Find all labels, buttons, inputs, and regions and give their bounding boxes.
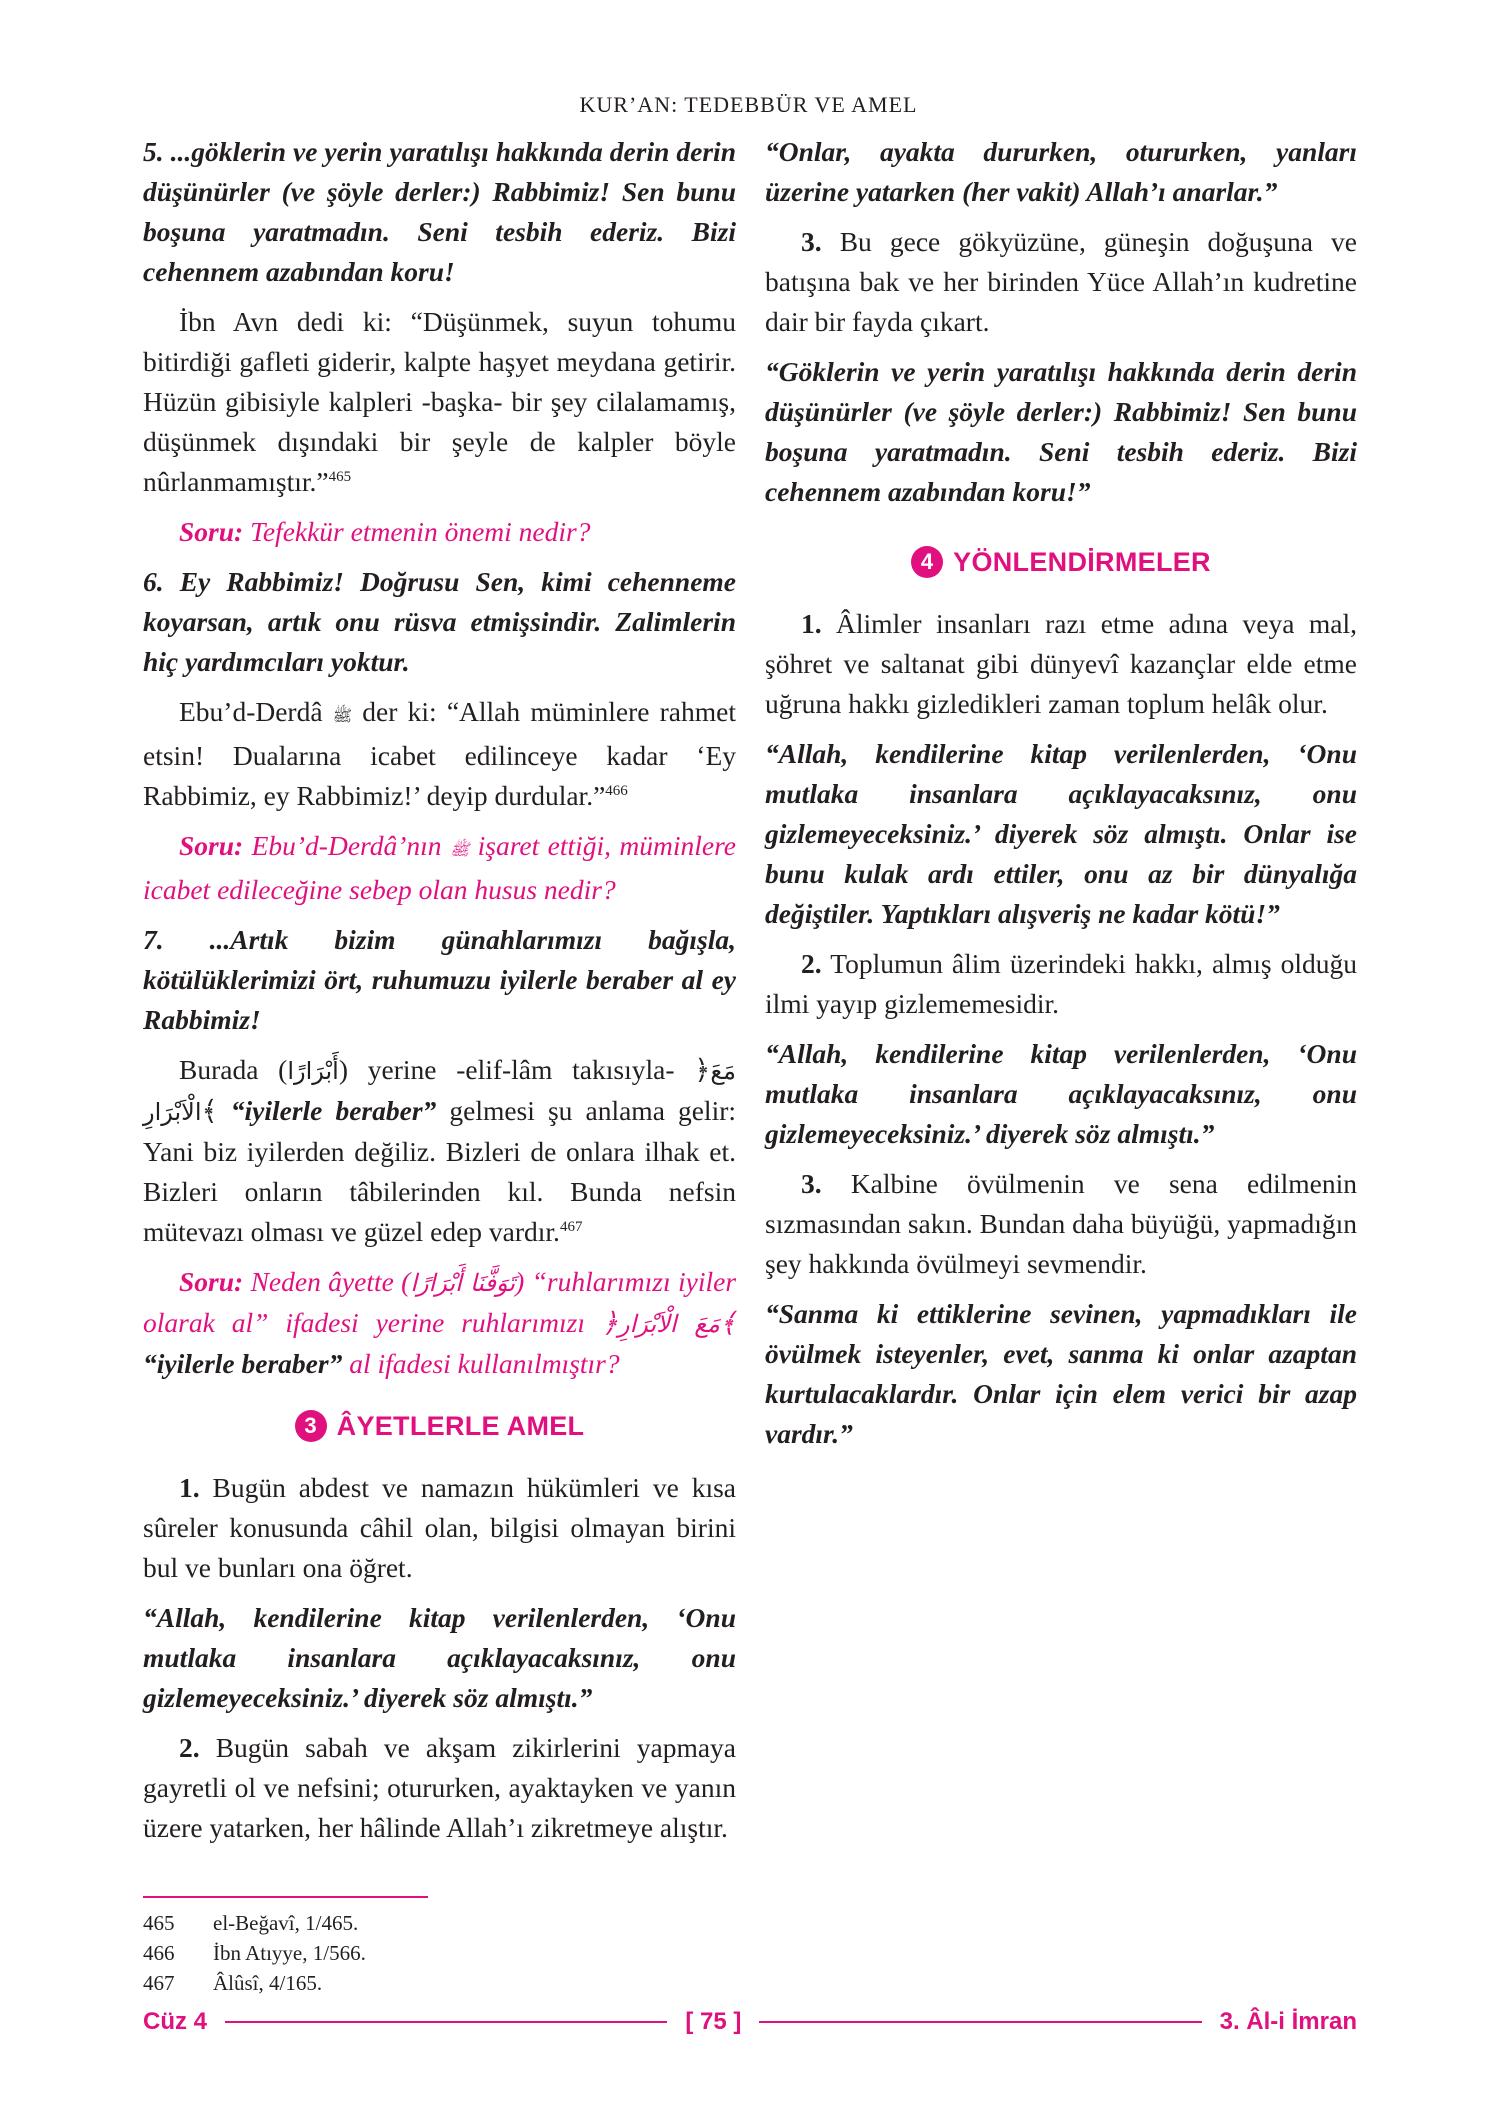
footnote-number: 467 — [143, 1971, 175, 1995]
yonlendirme-item-1 — [765, 604, 1357, 724]
footnotes — [143, 1908, 366, 1998]
item-text: Kalbine övülmenin ve sena edilmenin sızmasından sakın. Bundan daha büyüğü, yapmadığın şey hakkında övülmeyi sevmendir. — [765, 1168, 1357, 1279]
question-1 — [143, 512, 736, 552]
paragraph-text: der ki: “Allah müminlere rahmet etsin! Dualarına icabet edilinceye kadar ‘Ey Rabbimiz, ey Rabbimiz!’ deyip durdular.” — [143, 696, 737, 811]
item-text: Bu gece gökyüzüne, güneşin doğuşuna ve batışına bak ve her birinden Yüce Allah’ın kudretine dair bir fayda çıkart. — [765, 226, 1357, 337]
amel-item-3 — [765, 222, 1357, 342]
yonlendirme-item-3 — [765, 1164, 1357, 1284]
quote-goklerin: “Göklerin ve yerin yaratılışı hakkında derin derin düşünürler (ve şöyle derler:) Rabbimiz! Sen bunu boşuna yaratmadın. Seni tesbih ederiz. Bizi cehennem azabından koru!” — [765, 356, 1357, 507]
paragraph-text: Ebu’d-Derdâ — [179, 696, 323, 727]
question-label: Soru: — [179, 1266, 244, 1297]
footnote-ref-466: 466 — [605, 782, 628, 799]
question-3 — [143, 1262, 736, 1384]
paragraph-ebu-derda — [143, 692, 736, 816]
verse-5: 5. ...göklerin ve yerin yaratılışı hakkında derin derin düşünürler (ve şöyle derler:) Rabbimiz! Sen bunu boşuna yaratmadın. Seni tesbih ederiz. Bizi cehennem azabından koru! — [143, 136, 736, 287]
footnote-ref-465: 465 — [328, 468, 352, 485]
paragraph-burada — [143, 1050, 736, 1252]
amel-quote-1: “Allah, kendilerine kitap verilenlerden, ‘Onu mutlaka insanlara açıklayacaksınız, onu gizlemeyeceksiniz.’ diyerek söz almıştı.” — [143, 1602, 736, 1713]
item-number: 3. — [801, 226, 822, 257]
page-number: [ 75 ] — [685, 2008, 742, 2035]
yonlendirme-quote-3: “Sanma ki ettiklerine sevinen, yapmadıkları ile övülmek isteyenler, evet, sanma ki onlar azaptan kurtulacaklardır. Onlar için elem verici bir azap vardır.” — [765, 1298, 1357, 1449]
item-number: 3. — [801, 1168, 822, 1199]
footnote — [143, 1908, 366, 1938]
arabic-text: مَعَ الْاَبْرَارِ — [143, 1057, 736, 1126]
item-number: 2. — [179, 1732, 200, 1763]
footnote — [143, 1938, 366, 1968]
item-number: 2. — [801, 948, 822, 979]
footnote-number: 466 — [143, 1941, 175, 1965]
footnote-text: İbn Atıyye, 1/566. — [213, 1941, 366, 1965]
footnote-divider — [143, 1896, 428, 1898]
question-text: Tefekkür etmenin önemi nedir? — [250, 516, 591, 547]
footnote-text: el-Beğavî, 1/465. — [213, 1911, 359, 1935]
arabic-text: أَبْرَارًا — [287, 1057, 339, 1085]
footer-surah: 3. Âl-i İmran — [1219, 2008, 1357, 2035]
bold-phrase: “iyilerle beraber” — [143, 1348, 343, 1379]
yonlendirme-item-2 — [765, 944, 1357, 1024]
footnote-ref-467: 467 — [559, 1218, 583, 1235]
question-text: ﴾ — [719, 1307, 736, 1338]
question-label: Soru: — [179, 830, 244, 861]
honorific-glyph: ﷺ — [332, 706, 353, 725]
yonlendirme-quote-1: “Allah, kendilerine kitap verilenlerden, ‘Onu mutlaka insanlara açıklayacaksınız, onu gizlemeyeceksiniz.’ diyerek söz almıştı. Onlar ise bunu kulak ardı ettiler, onu az bir dünyalığa değiştiler. Yaptıkları alışveriş ne kadar kötü!” — [765, 738, 1357, 929]
item-number: 1. — [801, 608, 822, 639]
section-title: ÂYETLERLE AMEL — [336, 1411, 585, 1441]
question-2 — [143, 826, 736, 910]
item-text: Bugün sabah ve akşam zikirlerini yapmaya gayretli ol ve nefsini; otururken, ayaktayken ve yanın üzere yatarken, her hâlinde Allah’ı zikretmeye alıştır. — [143, 1732, 737, 1843]
footer-rule-left — [225, 2021, 667, 2023]
verse-7: 7. ...Artık bizim günahlarımızı bağışla, kötülüklerimizi ört, ruhumuzu iyilerle beraber al ey Rabbimiz! — [143, 924, 736, 1035]
item-text: Toplumun âlim üzerindeki hakkı, almış olduğu ilmi yayıp gizlememesidir. — [765, 948, 1357, 1019]
section-number-badge: 3 — [295, 1410, 327, 1442]
footnote — [143, 1968, 366, 1998]
page-footer — [143, 2002, 1357, 2042]
section-title: YÖNLENDİRMELER — [953, 547, 1211, 577]
honorific-glyph: ﷺ — [449, 840, 470, 859]
question-text: Ebu’d-Derdâ’nın — [251, 830, 442, 861]
footnote-number: 465 — [143, 1911, 175, 1935]
section-heading-ayetlerle-amel — [143, 1406, 736, 1446]
footnote-text: Âlûsî, 4/165. — [213, 1971, 323, 1995]
bold-phrase: “iyilerle beraber” — [230, 1095, 437, 1126]
section-number-badge: 4 — [911, 546, 943, 578]
left-column — [143, 132, 736, 1858]
question-text: işaret ettiği, müminlere icabet edileceğine sebep olan husus nedir? — [143, 830, 737, 905]
right-column — [765, 132, 1357, 1464]
paragraph-text: ﴾ — [201, 1095, 218, 1126]
item-text: Âlimler insanları razı etme adına veya mal, şöhret ve saltanat gibi dünyevî kazançlar elde etme uğruna hakkı gizledikleri zaman toplum helâk olur. — [765, 608, 1357, 719]
section-heading-yonlendirmeler — [765, 542, 1357, 582]
amel-item-1 — [143, 1468, 736, 1588]
paragraph-text: gelmesi şu anlama gelir: Yani biz iyilerden değiliz. Bizleri de onlara ilhak et. Bizleri onların tâbilerinden kıl. Bunda nefsin mütevazı olması ve güzel edep vardır. — [143, 1095, 737, 1247]
arabic-text: تَوَفَّنَا أَبْرَارًا — [410, 1269, 516, 1297]
question-text: ) “ruhlarımızı iyiler olarak al” ifadesi yerine ruhlarımızı ﴿ — [143, 1266, 737, 1338]
paragraph-text: İbn Avn dedi ki: “Düşünmek, suyun tohumu bitirdiği gafleti giderir, kalpte haşyet meydana getirir. Hüzün gibisiyle kalpleri -başka- bir şey cilalamamış, düşünmek dışındaki bir şeyle de kalpler böyle nûrlanmamıştır.” — [143, 306, 736, 497]
paragraph-text: ) yerine -elif-lâm takısıyla- ﴿ — [338, 1054, 711, 1085]
amel-item-2 — [143, 1728, 736, 1848]
verse-6: 6. Ey Rabbimiz! Doğrusu Sen, kimi cehenneme koyarsan, artık onu rüsva etmişsindir. Zalimlerin hiç yardımcıları yoktur. — [143, 566, 736, 677]
item-text: Bugün abdest ve namazın hükümleri ve kısa sûreler konusunda câhil olan, bilgisi olmayan birini bul ve bunları ona öğret. — [143, 1472, 736, 1583]
question-label: Soru: — [179, 516, 244, 547]
paragraph-text: Burada ( — [179, 1054, 288, 1085]
footer-juz: Cüz 4 — [143, 2008, 208, 2035]
running-header: KUR’AN: TEDEBBÜR VE AMEL — [579, 92, 918, 117]
arabic-text: مَعَ الْاَبْرَارِ — [618, 1310, 720, 1338]
question-text: Neden âyette ( — [250, 1266, 411, 1297]
footer-rule-right — [759, 2021, 1201, 2023]
yonlendirme-quote-2: “Allah, kendilerine kitap verilenlerden, ‘Onu mutlaka insanlara açıklayacaksınız, onu gizlemeyeceksiniz.’ diyerek söz almıştı.” — [765, 1038, 1357, 1149]
question-text: al ifadesi kullanılmıştır? — [349, 1348, 620, 1379]
item-number: 1. — [179, 1472, 200, 1503]
quote-onlar-ayakta: “Onlar, ayakta dururken, otururken, yanları üzerine yatarken (her vakit) Allah’ı anarlar.” — [765, 136, 1357, 207]
paragraph-ibn-avn — [143, 302, 736, 502]
